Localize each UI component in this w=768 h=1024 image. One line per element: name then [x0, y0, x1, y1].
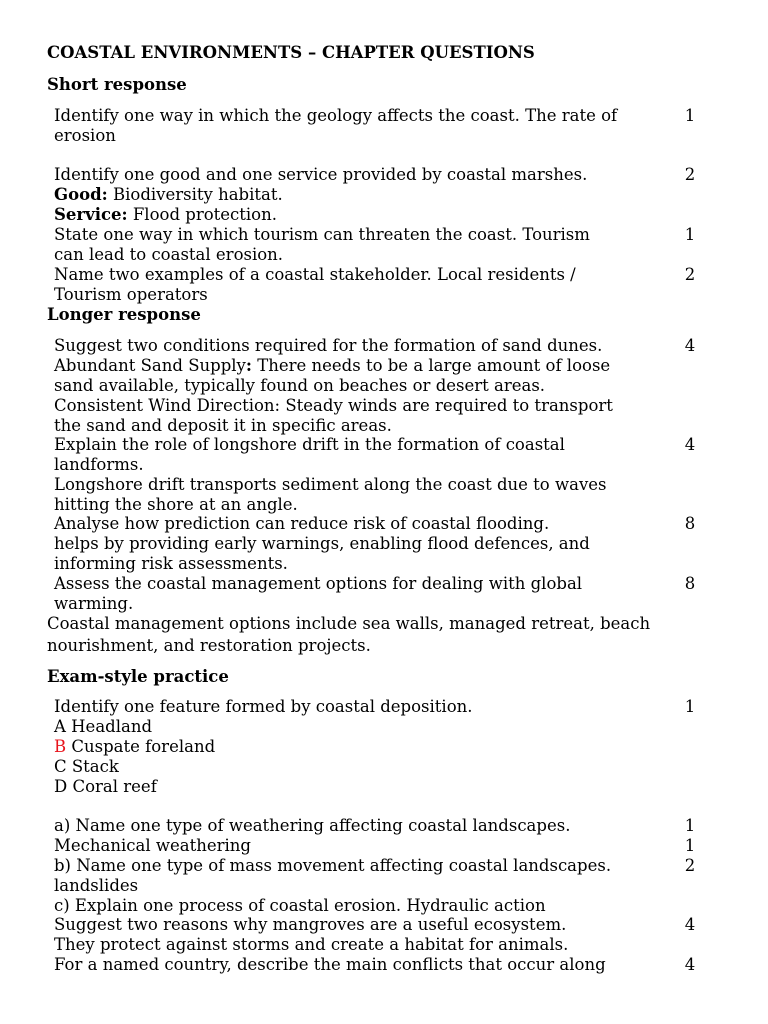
section-heading-short: Short response — [47, 75, 187, 94]
short-q4-line1: Name two examples of a coastal stakeholder. Local residents / — [54, 265, 576, 284]
service-label: Service: — [54, 205, 128, 224]
exam-option-d: D Coral reef — [54, 777, 157, 796]
page-title: COASTAL ENVIRONMENTS – CHAPTER QUESTIONS — [47, 43, 535, 62]
good-text: Biodiversity habitat. — [107, 185, 283, 204]
longer-a1-line1 — [54, 356, 672, 376]
longer-a4-line1: helps by providing early warnings, enabling flood defences, and — [54, 534, 590, 553]
exam-q3: Suggest two reasons why mangroves are a useful ecosystem. — [54, 915, 567, 934]
short-q4-line2: Tourism operators — [54, 285, 208, 304]
exam-q2a: a) Name one type of weathering affecting coastal landscapes. — [54, 816, 571, 835]
longer-a1-line2: sand available, typically found on beaches or desert areas. — [54, 376, 546, 395]
longer-a4-line2: informing risk assessments. — [54, 554, 288, 573]
longer-q4-line1: Assess the coastal management options for dealing with global — [54, 574, 583, 593]
exam-a3: They protect against storms and create a habitat for animals. — [54, 935, 569, 954]
longer-q3: Analyse how prediction can reduce risk of coastal flooding. — [54, 514, 550, 533]
short-q1-mark: 1 — [684, 106, 696, 125]
short-q2-good — [54, 185, 672, 205]
exam-q4: For a named country, describe the main conflicts that occur along — [54, 955, 606, 974]
longer-q1: Suggest two conditions required for the formation of sand dunes. — [54, 336, 603, 355]
short-q2-service — [54, 205, 672, 225]
longer-q3-mark: 8 — [684, 514, 696, 533]
section-heading-longer: Longer response — [47, 305, 201, 324]
option-b-text: Cuspate foreland — [66, 737, 216, 756]
short-q1-line2: erosion — [54, 126, 116, 145]
exam-q3-mark: 4 — [684, 915, 696, 934]
exam-q2c: c) Explain one process of coastal erosion. Hydraulic action — [54, 896, 546, 915]
longer-q2-line2: landforms. — [54, 455, 144, 474]
section-heading-exam: Exam-style practice — [47, 667, 229, 686]
option-b-letter: B — [54, 737, 67, 756]
longer-a2-line2: the sand and deposit it in specific areas. — [54, 416, 392, 435]
exam-option-b — [54, 737, 672, 757]
service-text: Flood protection. — [127, 205, 277, 224]
short-q2-mark: 2 — [684, 165, 696, 184]
short-q2: Identify one good and one service provided by coastal marshes. — [54, 165, 588, 184]
longer-a2-line1: Consistent Wind Direction: Steady winds are required to transport — [54, 396, 613, 415]
exam-a2b: landslides — [54, 876, 139, 895]
short-q3-line2: can lead to coastal erosion. — [54, 245, 284, 264]
exam-option-a: A Headland — [54, 717, 153, 736]
short-q3-mark: 1 — [684, 225, 696, 244]
longer-a3-line2: hitting the shore at an angle. — [54, 495, 298, 514]
longer-a5: Coastal management options include sea walls, managed retreat, beach nourishment, and restoration projects. — [47, 614, 651, 655]
exam-q2b: b) Name one type of mass movement affecting coastal landscapes. — [54, 856, 612, 875]
exam-q2a-mark: 1 — [684, 816, 696, 835]
short-q1-line1: Identify one way in which the geology affects the coast. The rate of — [54, 106, 618, 125]
longer-q4-line2: warming. — [54, 594, 134, 613]
short-q3-line1: State one way in which tourism can threaten the coast. Tourism — [54, 225, 590, 244]
exam-q2b-mark: 2 — [684, 856, 696, 875]
a1-colon: : — [245, 356, 252, 375]
longer-q1-mark: 4 — [684, 336, 696, 355]
longer-q2-mark: 4 — [684, 435, 696, 454]
longer-q2-line1: Explain the role of longshore drift in the formation of coastal — [54, 435, 565, 454]
exam-q4-mark: 4 — [684, 955, 696, 974]
a1-label: Abundant Sand Supply — [54, 356, 246, 375]
a1-text: There needs to be a large amount of loose — [251, 356, 611, 375]
short-q4-mark: 2 — [684, 265, 696, 284]
longer-q4-mark: 8 — [684, 574, 696, 593]
good-label: Good: — [54, 185, 108, 204]
exam-q1-mark: 1 — [684, 697, 696, 716]
exam-q1: Identify one feature formed by coastal deposition. — [54, 697, 473, 716]
exam-a2a-mark: 1 — [684, 836, 696, 855]
longer-a3-line1: Longshore drift transports sediment along the coast due to waves — [54, 475, 607, 494]
exam-option-c: C Stack — [54, 757, 119, 776]
exam-a2a: Mechanical weathering — [54, 836, 251, 855]
